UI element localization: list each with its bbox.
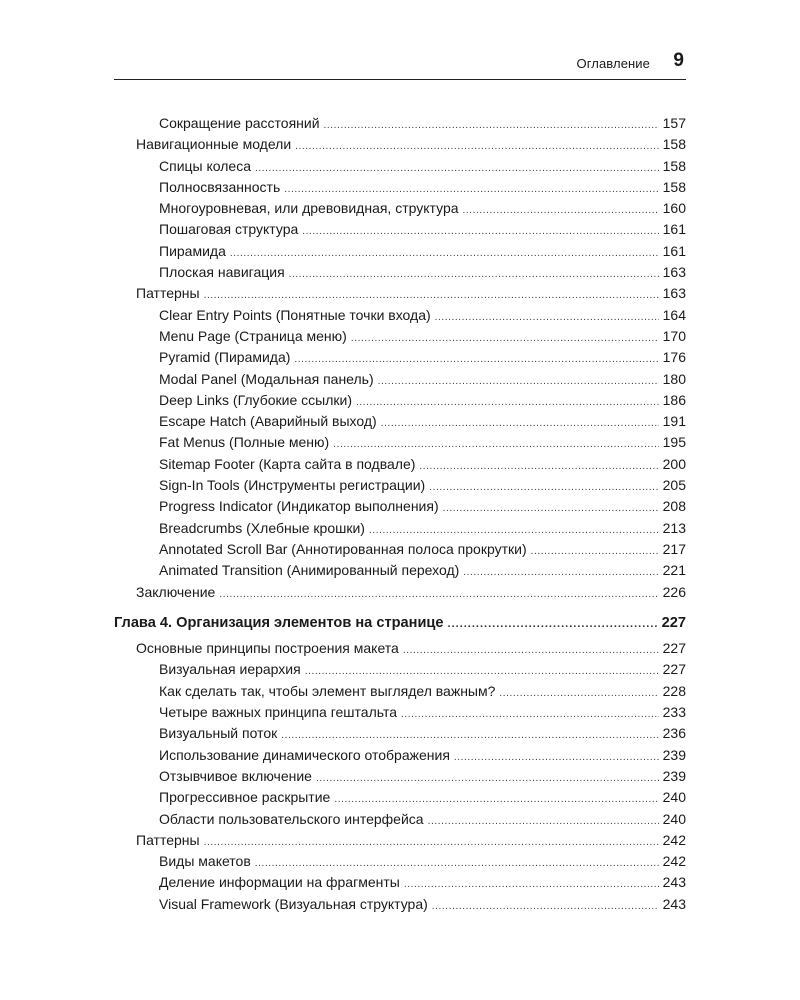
toc-entry-title: Визуальная иерархия xyxy=(159,661,301,678)
toc-entry-title: Breadcrumbs (Хлебные крошки) xyxy=(159,519,365,536)
toc-entry-row xyxy=(114,582,686,603)
header-divider xyxy=(114,79,686,80)
toc-entry-row xyxy=(114,156,686,177)
toc-entry-title: Деление информации на фрагменты xyxy=(159,874,400,891)
toc-chapter-row xyxy=(114,613,686,634)
toc-entry-title: Глава 4. Организация элементов на странице xyxy=(114,614,444,631)
page-number: 9 xyxy=(673,50,684,71)
toc-entry-title: Clear Entry Points (Понятные точки входа) xyxy=(159,306,431,323)
toc-entry-title: Полносвязанность xyxy=(159,178,281,195)
toc-entry-page: 161 xyxy=(662,242,686,259)
toc-entry-title: Пирамида xyxy=(159,242,226,259)
toc-entry-page: 243 xyxy=(662,895,686,912)
toc-entry-title: Deep Links (Глубокие ссылки) xyxy=(159,391,352,408)
toc-entry-title: Как сделать так, чтобы элемент выглядел важным? xyxy=(159,682,496,699)
dot-leader xyxy=(435,307,659,328)
toc-entry-page: 242 xyxy=(662,853,686,870)
toc-entry-page: 158 xyxy=(662,157,686,174)
toc-entry-title: Заключение xyxy=(136,583,216,600)
toc-entry-row xyxy=(114,390,686,411)
dot-leader xyxy=(403,640,659,661)
toc-entry-page: 163 xyxy=(662,285,686,302)
dot-leader xyxy=(443,498,659,519)
toc-entry-page: 227 xyxy=(662,661,686,678)
toc-entry-page: 240 xyxy=(662,810,686,827)
toc-entry-title: Основные принципы построения макета xyxy=(136,640,399,657)
toc-entry-page: 164 xyxy=(662,306,686,323)
dot-leader xyxy=(369,520,659,541)
dot-leader xyxy=(454,747,659,768)
toc-entry-row xyxy=(114,496,686,517)
toc-entry-page: 227 xyxy=(661,614,686,631)
toc-entry-row xyxy=(114,219,686,240)
toc-entry-row xyxy=(114,454,686,475)
dot-leader xyxy=(284,179,659,200)
toc-entry-row xyxy=(114,432,686,453)
toc-entry-page: 158 xyxy=(662,136,686,153)
toc-entry-row xyxy=(114,326,686,347)
toc-entry-title: Annotated Scroll Bar (Аннотированная полоса прокрутки) xyxy=(159,540,527,557)
toc-entry-page: 236 xyxy=(662,725,686,742)
toc-entry-row xyxy=(114,809,686,830)
dot-leader xyxy=(404,874,659,895)
toc-entry-page: 161 xyxy=(662,221,686,238)
toc-entry-title: Pyramid (Пирамида) xyxy=(159,349,291,366)
toc-entry-row xyxy=(114,475,686,496)
toc-entry-row xyxy=(114,681,686,702)
toc-entry-row xyxy=(114,539,686,560)
toc-entry-page: 195 xyxy=(662,434,686,451)
toc-entry-row xyxy=(114,262,686,283)
toc-entry-page: 227 xyxy=(662,640,686,657)
toc-entry-title: Modal Panel (Модальная панель) xyxy=(159,370,374,387)
dot-leader xyxy=(302,221,659,242)
toc-entry-title: Animated Transition (Анимированный переход) xyxy=(159,562,460,579)
toc-entry-page: 186 xyxy=(662,391,686,408)
page-header xyxy=(114,50,686,80)
dot-leader xyxy=(204,832,659,853)
toc-entry-title: Sign-In Tools (Инструменты регистрации) xyxy=(159,477,426,494)
toc-entry-page: 233 xyxy=(662,704,686,721)
dot-leader xyxy=(289,264,659,285)
toc-entry-row xyxy=(114,283,686,304)
toc-entry-row xyxy=(114,766,686,787)
toc-entry-page: 226 xyxy=(662,583,686,600)
toc-entry-title: Четыре важных принципа гештальта xyxy=(159,704,397,721)
toc-entry-row xyxy=(114,241,686,262)
dot-leader xyxy=(419,456,659,477)
dot-leader xyxy=(204,285,659,306)
toc-entry-title: Визуальный поток xyxy=(159,725,278,742)
toc-entry-title: Сокращение расстояний xyxy=(159,115,320,131)
toc-entry-row xyxy=(114,894,686,915)
dot-leader xyxy=(333,434,659,455)
toc-entry-page: 228 xyxy=(662,682,686,699)
toc-entry-row xyxy=(114,702,686,723)
toc-entry-title: Sitemap Footer (Карта сайта в подвале) xyxy=(159,455,416,472)
toc-entry-page: 160 xyxy=(662,200,686,217)
dot-leader xyxy=(294,349,659,370)
dot-leader xyxy=(230,243,659,264)
dot-leader xyxy=(499,683,659,704)
toc-entry-row xyxy=(114,411,686,432)
toc-entry-row xyxy=(114,638,686,659)
toc-entry-title: Паттерны xyxy=(136,831,200,848)
toc-entry-page: 240 xyxy=(662,789,686,806)
toc-entry-page: 205 xyxy=(662,477,686,494)
toc-entry-title: Плоская навигация xyxy=(159,264,285,281)
toc-entry-row xyxy=(114,872,686,893)
dot-leader xyxy=(324,115,659,136)
dot-leader xyxy=(295,136,659,157)
dot-leader xyxy=(463,200,659,221)
toc-entry-page: 242 xyxy=(662,831,686,848)
toc-entry-row xyxy=(114,198,686,219)
toc-entry-row xyxy=(114,851,686,872)
dot-leader xyxy=(356,392,659,413)
dot-leader xyxy=(531,541,659,562)
toc-entry-page: 243 xyxy=(662,874,686,891)
toc-entry-row xyxy=(114,113,686,134)
toc-entry-page: 157 xyxy=(662,115,686,131)
toc-entry-row xyxy=(114,723,686,744)
toc-entry-page: 239 xyxy=(662,767,686,784)
dot-leader xyxy=(378,371,659,392)
toc-entry-page: 163 xyxy=(662,264,686,281)
dot-leader xyxy=(351,328,659,349)
toc-entry-page: 217 xyxy=(662,540,686,557)
toc-entry-title: Menu Page (Страница меню) xyxy=(159,327,347,344)
toc-entry-title: Области пользовательского интерфейса xyxy=(159,810,424,827)
toc-entry-page: 170 xyxy=(662,327,686,344)
dot-leader xyxy=(381,413,659,434)
toc-entry-page: 158 xyxy=(662,178,686,195)
dot-leader xyxy=(463,562,659,583)
dot-leader xyxy=(219,584,659,605)
dot-leader xyxy=(429,477,659,498)
toc-entry-page: 239 xyxy=(662,746,686,763)
toc-entry-page: 208 xyxy=(662,498,686,515)
toc-entry-page: 200 xyxy=(662,455,686,472)
toc-entry-row xyxy=(114,745,686,766)
toc-entry-title: Fat Menus (Полные меню) xyxy=(159,434,330,451)
dot-leader xyxy=(428,811,659,832)
dot-leader xyxy=(255,158,659,179)
toc-entry-row xyxy=(114,369,686,390)
dot-leader xyxy=(334,789,659,810)
toc-entry-row xyxy=(114,518,686,539)
toc-entry-row xyxy=(114,177,686,198)
toc-entry-row xyxy=(114,347,686,368)
toc-entry-row xyxy=(114,134,686,155)
dot-leader xyxy=(281,725,659,746)
toc-entry-page: 213 xyxy=(662,519,686,536)
toc-entry-page: 176 xyxy=(662,349,686,366)
dot-leader xyxy=(305,661,659,682)
running-header-title: Оглавление xyxy=(576,56,650,71)
toc-entry-row xyxy=(114,305,686,326)
toc-entry-title: Progress Indicator (Индикатор выполнения) xyxy=(159,498,439,515)
toc-entry-title: Пошаговая структура xyxy=(159,221,299,238)
toc-entry-title: Спицы колеса xyxy=(159,157,251,174)
dot-leader xyxy=(448,614,659,635)
dot-leader xyxy=(255,853,659,874)
table-of-contents xyxy=(114,113,686,915)
toc-entry-title: Паттерны xyxy=(136,285,200,302)
toc-entry-title: Навигационные модели xyxy=(136,136,292,153)
toc-entry-title: Виды макетов xyxy=(159,853,251,870)
toc-entry-title: Прогрессивное раскрытие xyxy=(159,789,331,806)
toc-entry-title: Многоуровневая, или древовидная, структура xyxy=(159,200,459,217)
toc-entry-title: Отзывчивое включение xyxy=(159,767,312,784)
toc-entry-row xyxy=(114,560,686,581)
toc-entry-title: Использование динамического отображения xyxy=(159,746,450,763)
toc-entry-row xyxy=(114,830,686,851)
toc-entry-title: Escape Hatch (Аварийный выход) xyxy=(159,413,377,430)
toc-entry-page: 191 xyxy=(662,413,686,430)
toc-entry-page: 180 xyxy=(662,370,686,387)
toc-entry-title: Visual Framework (Визуальная структура) xyxy=(159,895,428,912)
toc-entry-row xyxy=(114,659,686,680)
toc-entry-row xyxy=(114,787,686,808)
toc-entry-page: 221 xyxy=(662,562,686,579)
dot-leader xyxy=(432,896,659,917)
dot-leader xyxy=(316,768,659,789)
dot-leader xyxy=(401,704,659,725)
